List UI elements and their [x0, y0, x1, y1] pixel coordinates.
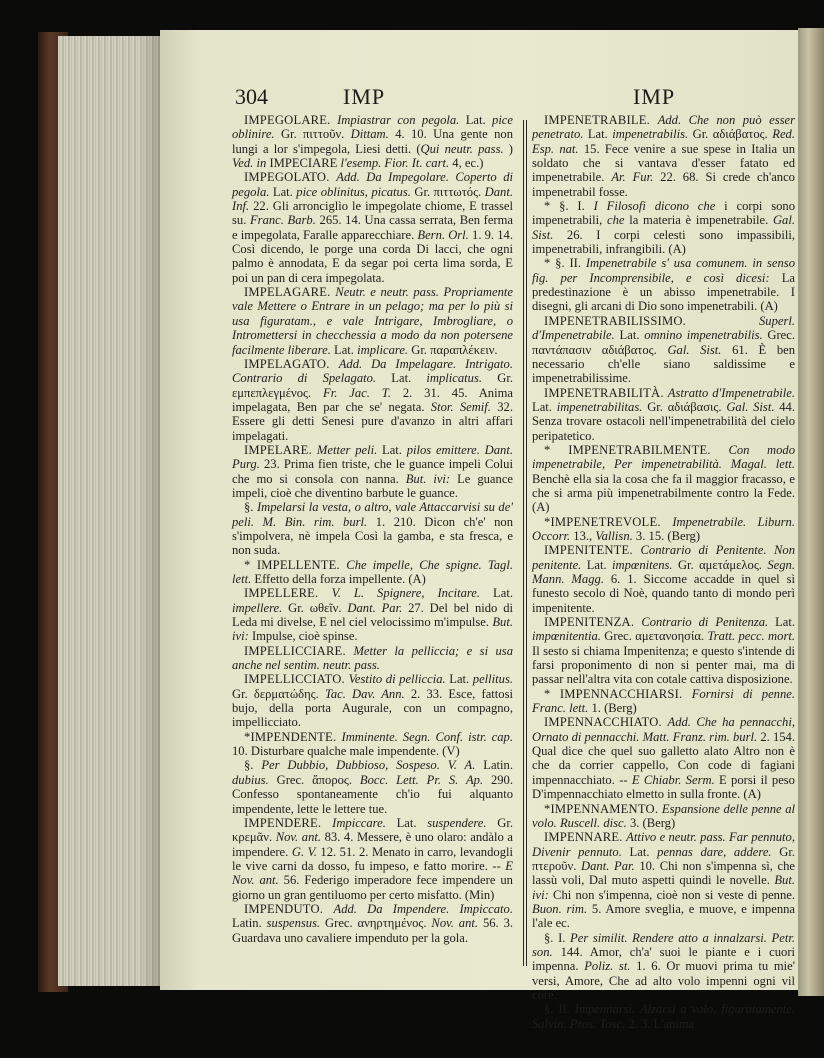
entry-text: Gr. δερματώδης.	[232, 686, 325, 701]
entry-text: 4. 10. Una gente non lungi a lor s'impegola, Liesi detti. (	[232, 127, 513, 156]
entry-text: 22. 68. Si crede ch'anco impenetrabil fosse.	[532, 170, 795, 199]
entry-text: Grec. παντάπασιν αδιάβατος.	[532, 328, 795, 357]
entry-headword: *IMPENETREVOLE.	[544, 514, 673, 529]
entry-text: * §. I.	[544, 199, 594, 214]
entry-italic-text: Con modo impenetrabile, Per impenetrabilità. Magal. lett.	[532, 442, 795, 472]
entry-italic-text: Add. Che ha pennacchi, Ornato di pennacchi. Matt. Franz. rim. burl.	[532, 715, 795, 744]
entry-italic-text: Red. Esp. nat.	[532, 127, 795, 156]
entry-text: Latin.	[232, 916, 267, 931]
entry-headword: * IMPENNACCHIARSI.	[544, 686, 692, 701]
dictionary-entry	[232, 170, 513, 285]
entry-italic-text: Bern. Orl.	[417, 227, 473, 242]
entry-text: Lat.	[629, 844, 658, 859]
entry-text: i corpi sono impenetrabili,	[532, 199, 795, 228]
entry-text: Effetto della forza impellente. (A)	[254, 572, 426, 586]
dictionary-entry	[532, 802, 795, 831]
entry-italic-text: G. V.	[291, 844, 321, 859]
entry-text: Lat.	[382, 442, 407, 457]
entry-italic-text: Impenetrabile. Liburn. Occorr.	[532, 514, 796, 543]
entry-text: * §. II.	[544, 256, 586, 271]
entry-italic-text: Imminente. Segn. Conf. istr. cap.	[341, 729, 513, 744]
dictionary-entry	[532, 443, 795, 515]
entry-text: Gr. ωθεῖν.	[288, 600, 348, 615]
entry-italic-text: Nov. ant.	[275, 830, 325, 845]
entry-italic-text: impellere.	[232, 600, 289, 615]
entry-italic-text: Che impelle, Che spigne. Tagl. lett.	[232, 557, 513, 586]
running-header-left: IMP	[343, 84, 386, 109]
dictionary-entry	[232, 586, 513, 643]
entry-italic-text: Fornirsi di penne. Franc. lett.	[532, 686, 795, 716]
entry-italic-text: Superl. d'Impenetrabile.	[532, 313, 795, 343]
entry-headword: IMPEGOLATO.	[244, 170, 337, 185]
entry-italic-text: Ar. Fur.	[611, 170, 661, 185]
entry-text: §. I.	[544, 930, 571, 945]
entry-headword: IMPENETRABILITÀ.	[544, 385, 668, 400]
dictionary-entry	[232, 357, 513, 443]
entry-text: Gr. πιττοῦν.	[280, 127, 351, 142]
dictionary-entry	[232, 500, 513, 557]
entry-text: Gr. πιττωτός.	[414, 184, 485, 199]
entry-headword: IMPENDERE.	[244, 815, 333, 830]
entry-text: la materia è impenetrabile.	[629, 213, 773, 228]
entry-italic-text: Buon. rim.	[532, 901, 592, 916]
entry-italic-text: Franc. Barb.	[249, 213, 320, 228]
entry-text: Lat.	[272, 184, 297, 199]
entry-text: )	[503, 141, 513, 156]
entry-text: 2. 3. L'anima	[628, 1016, 695, 1031]
entry-italic-text: Ved. in	[232, 156, 270, 171]
entry-headword: IMPELLICCIATO.	[244, 672, 349, 687]
entry-italic-text: Gal. Sist.	[667, 342, 733, 357]
entry-headword: IMPENETRABILISSIMO.	[544, 313, 759, 328]
entry-text: Gr. αδιάβατος.	[692, 127, 773, 142]
entry-italic-text: Add. Da Impelagare. Intrigato. Contrario di Spelagato.	[232, 356, 513, 386]
entry-italic-text: But. ivi:	[405, 471, 458, 486]
entry-text: 3. (Berg)	[629, 815, 676, 830]
entry-text: 32. Essere gli detti Senesi pure d'avanzo in altri affari impelagati.	[232, 399, 513, 443]
running-header-right: IMP	[633, 84, 676, 109]
entry-italic-text: Impenetrabile s' usa comunem. in senso fig. per Incomprensibile, e così dicesi:	[532, 256, 795, 285]
entry-text: 27. Del bel nido di Leda mi divelse, E nel ciel velocissimo m'impulse.	[232, 600, 513, 630]
entry-italic-text: Contrario di Penitente. Non penitente.	[532, 543, 796, 572]
entry-text: 1. 210. Dicon ch'e' non s'impolvera, nè impela Così la gamba, e sta fresca, e non suda.	[232, 514, 514, 558]
entry-italic-text: E Chiabr. Serm.	[631, 772, 720, 787]
dictionary-entry	[532, 256, 795, 313]
right-column	[532, 113, 795, 1031]
entry-text: 144. Amor, ch'a' suoi le piante e i cuori impenna.	[532, 944, 796, 974]
entry-headword: IMPELLICCIARE.	[244, 643, 354, 658]
entry-italic-text: suspensus.	[266, 916, 326, 931]
entry-italic-text: Stor. Semif.	[430, 399, 498, 414]
entry-italic-text: l'esemp. Fior. It. cart.	[340, 156, 453, 171]
entry-text: 10. Chi non s'impenna sì, che lassù voli, Dal muto aspetti quindi le novelle.	[532, 858, 795, 888]
dictionary-entry	[532, 1002, 795, 1031]
entry-italic-text: impenetrabilis.	[612, 127, 693, 142]
entry-italic-text: Dant. Inf.	[232, 184, 513, 214]
entry-italic-text: Per Dubbio, Dubbioso, Sospeso. V. A.	[261, 758, 484, 773]
entry-italic-text: Gal. Sist.	[532, 213, 795, 242]
page-number: 304	[235, 84, 268, 109]
entry-italic-text: Qui neutr. pass.	[420, 141, 504, 156]
entry-italic-text: omnino impenetrabilis.	[644, 328, 768, 343]
entry-text: 12. 51. 2. Menato in carro, levandogli le vive carni da dosso, fu impeso, e fatto morire. --	[232, 844, 513, 873]
entry-text: Grec. ανηρτημένος.	[325, 916, 432, 931]
entry-italic-text: Add. Da Impendere. Impiccato.	[333, 901, 513, 916]
entry-text: 26. I corpi celesti sono impassibili, impenetrabili, infrangibili. (A)	[532, 227, 795, 257]
entry-headword: IMPENNARE.	[544, 830, 627, 845]
entry-text: Gr. κρεμᾶν.	[232, 815, 513, 845]
entry-headword: IMPELAGARE.	[244, 285, 336, 300]
entry-text: Gr. πτεροῦν.	[532, 844, 795, 873]
entry-italic-text: Nov. ant.	[431, 916, 483, 931]
entry-text: La predestinazione è un abisso impenetrabile. I disegni, gli arcani di Dio sono impenetrabili. (A)	[532, 270, 795, 314]
entry-text: Lat.	[449, 672, 473, 687]
entry-italic-text: Metter peli.	[316, 442, 382, 457]
column-rule	[523, 120, 524, 966]
entry-headword: * IMPELLENTE.	[244, 557, 347, 572]
entry-text: Lat.	[619, 328, 645, 343]
entry-headword: *IMPENDENTE.	[244, 729, 342, 744]
entry-text: Gr. εμπεπλεγμένος.	[232, 371, 513, 400]
entry-headword: IMPENNACCHIATO.	[544, 715, 668, 730]
entry-text: 3. 15. (Berg)	[635, 528, 701, 543]
dictionary-entry	[532, 386, 795, 443]
dictionary-entry	[232, 443, 513, 500]
entry-italic-text: Dant. Par.	[581, 858, 640, 873]
dictionary-entry	[532, 543, 795, 615]
entry-text: Latin.	[483, 758, 513, 773]
entry-italic-text: impœnitens.	[612, 557, 678, 572]
entry-italic-text: pilos emittere. Dant. Purg.	[232, 442, 513, 472]
entry-text: 265. 14. Una cassa serrata, Ben ferma e impegolata, Faralle apparecchiare.	[232, 213, 513, 242]
entry-text: 83. 4. Messere, è uno olaro: andàlo a impendere.	[232, 830, 513, 859]
entry-italic-text: E Nov. ant.	[232, 858, 513, 888]
entry-italic-text: che	[607, 213, 630, 228]
entry-text: 23. Prima fien triste, che le guance impeli Colui che mo si consola con nanna.	[232, 457, 513, 486]
entry-italic-text: Vallisn.	[595, 528, 636, 543]
entry-text: 4, ec.)	[452, 156, 484, 171]
entry-text: Lat.	[334, 342, 358, 357]
entry-text: §.	[244, 500, 257, 515]
entry-text: Grec. αμετανοησία.	[604, 629, 708, 644]
entry-italic-text: Per similit. Rendere atto a innalzarsi. Petr. son.	[532, 930, 795, 959]
entry-italic-text: implicatus.	[426, 371, 498, 386]
dictionary-entry	[532, 314, 795, 386]
column-rule	[526, 120, 527, 966]
entry-text: 22. Gli arronciglìo le impegolate chiome, E trassel su.	[232, 199, 513, 228]
dictionary-entry	[532, 715, 795, 801]
dictionary-entry	[232, 730, 513, 759]
entry-italic-text: pice oblinire.	[232, 113, 513, 142]
entry-text: Lat.	[396, 815, 428, 830]
entry-text: 6. 1. Siccome accadde in quel sì funesto secolo di Noè, quando tanto di mondo perì impenitente.	[532, 572, 795, 615]
dictionary-entry	[532, 199, 795, 256]
entry-italic-text: Metter la pelliccia; e si usa anche nel sentim. neutr. pass.	[232, 643, 513, 673]
entry-italic-text: But. ivi:	[532, 873, 795, 902]
dictionary-entry	[232, 285, 513, 357]
entry-headword: IMPELARE.	[244, 442, 317, 457]
entry-headword: IMPENITENZA.	[544, 615, 642, 630]
entry-italic-text: Add. Che non può esser penetrato.	[532, 113, 796, 142]
entry-italic-text: Add. Da Impegolare. Coperto di pegola.	[232, 170, 513, 199]
entry-headword: IMPENETRABILE.	[544, 113, 658, 127]
entry-text: Lat.	[465, 113, 493, 127]
entry-italic-text: Bocc. Lett. Pr. S. Ap.	[359, 772, 491, 787]
entry-text: 2. 33. Esce, fattosi bujo, della porta Augurale, con un compagno, impellicciato.	[232, 686, 513, 730]
entry-text: 290. Confesso spontaneamente ch'io fui alquanto impendente, lette le lettere tue.	[232, 772, 513, 816]
entry-text: Lat.	[587, 127, 613, 142]
entry-text: Il sesto si chiama Impenitenza; e questo s'intende di farsi proponimento di non si penter mai, ma di passar nell'altra vita con cotale cattiva disposizione.	[532, 643, 795, 687]
entry-italic-text: Impiastrar con pegola.	[337, 113, 466, 127]
entry-text: Gr. αδιάβασις.	[647, 399, 727, 414]
entry-text: Gr. αμετάμελος.	[677, 557, 768, 572]
entry-italic-text: Espansione delle penne al volo. Ruscell. disc.	[532, 801, 795, 830]
entry-italic-text: But. ivi:	[232, 615, 513, 644]
entry-italic-text: impœnitentia.	[532, 629, 605, 644]
dictionary-entry	[232, 672, 513, 729]
entry-text: 44. Senza trovare ostacoli nell'impenetrabilità del cielo peripatetico.	[532, 399, 795, 443]
dictionary-entry	[532, 615, 795, 687]
entry-italic-text: Poliz. st.	[584, 959, 637, 974]
entry-italic-text: Attivo e neutr. pass. Far pennuto, Divenir pennuto.	[532, 830, 795, 859]
entry-text: Lat.	[586, 557, 613, 572]
entry-text: E porsi il peso D'impennacchiato elmetto in sulla fronte. (A)	[532, 772, 795, 802]
entry-italic-text: Dant. Par.	[347, 600, 409, 615]
entry-headword: * IMPENETRABILMENTE.	[544, 442, 729, 457]
entry-text: 10. Disturbare qualche male impendente. (V)	[232, 744, 460, 759]
dictionary-entry	[232, 758, 513, 815]
entry-text: 1. 9. 14. Così dicendo, le porge una corda Di lacci, che ogni palmo è annodata, E da segar poi certa lima sorda, E poi un pan di cera impegolata.	[232, 227, 513, 285]
entry-text: 2. 31. 45. Anima impelagata, Ben par che se' negata.	[232, 385, 513, 414]
entry-italic-text: dubius.	[232, 772, 277, 787]
entry-italic-text: Fr. Jac. T.	[323, 385, 403, 400]
entry-italic-text: V. L. Spignere, Incitare.	[331, 586, 494, 601]
entry-italic-text: Gal. Sist.	[726, 399, 780, 414]
entry-text: Lat.	[775, 615, 795, 630]
entry-italic-text: I Filosofi dicono che	[593, 199, 725, 214]
entry-text: 13.,	[573, 528, 596, 543]
entry-text: Lat.	[532, 399, 557, 414]
entry-italic-text: Neutr. e neutr. pass. Propriamente vale Mettere o Entrare in un pelago; ma per lo più si usa figuratam., e vale Intrigare, Imbrogliare, o Intromettersi in checchessia a modo da non potersene facilmente liberare.	[232, 285, 513, 357]
dictionary-entry	[232, 558, 513, 587]
entry-text: 56. 3. Guardava uno cavaliere impenduto per la gola.	[232, 916, 514, 945]
dictionary-entry	[232, 113, 513, 170]
entry-italic-text: suspendere.	[427, 815, 498, 830]
dictionary-entry	[232, 644, 513, 673]
entry-italic-text: Impelarsi la vesta, o altro, vale Attaccarvisi su de' peli. M. Bin. rim. burl.	[232, 500, 514, 529]
entry-text: Le guance impeli, cioè che diventino barbute le guance.	[232, 471, 513, 500]
entry-text: Lat.	[493, 586, 513, 601]
dictionary-entry	[532, 515, 795, 544]
left-column	[232, 113, 513, 945]
entry-text: Benchè ella sia la cosa che fa il maggior fracasso, e che si arma più impenetrabilmente contro la Fede. (A)	[532, 471, 795, 515]
entry-italic-text: Impennarsi. Alzarsi a volo, figuratamente. Salvin. Pros. Tosc.	[532, 1002, 795, 1031]
entry-text: Gr. παραπλέκειν.	[411, 342, 498, 357]
entry-text: 2. 154. Qual dice che quel suo galletto alato Altro non è che da corrier cappello, Con code di fagiani impennacchiato. --	[532, 729, 795, 787]
entry-italic-text: Dittam.	[350, 127, 396, 142]
entry-italic-text: Vestito di pelliccia.	[348, 672, 450, 687]
entry-text: §. II.	[544, 1002, 575, 1017]
entry-text: Chi non s'impenna, cioè non si veste di penne.	[553, 887, 795, 902]
dictionary-entry	[532, 113, 795, 199]
entry-text: 1. 6. Or muovi prima tu mie' versi, Amore, Che ad alto volo impenni ogni vil core.	[532, 959, 795, 1002]
entry-text: §.	[244, 758, 262, 773]
dictionary-entry	[532, 687, 795, 716]
entry-italic-text: Tratt. pecc. mort.	[707, 629, 795, 644]
entry-text: Grec. ἄπορος.	[276, 772, 360, 787]
dictionary-entry	[532, 830, 795, 930]
entry-italic-text: Astratto d'Impenetrabile.	[667, 385, 796, 400]
entry-italic-text: pice oblinitus, picatus.	[296, 184, 415, 199]
entry-headword: IMPENDUTO.	[244, 901, 334, 916]
entry-headword: IMPENITENTE.	[544, 543, 641, 558]
entry-text: 61. È ben necessario ch'elle siano saldissime e impenetrabilissime.	[532, 342, 796, 386]
entry-headword: IMPELLERE.	[244, 586, 332, 601]
entry-text: Lat.	[391, 371, 427, 386]
entry-italic-text: impenetrabilitas.	[556, 399, 648, 414]
facing-page-edge	[798, 28, 824, 996]
entry-headword: IMPEGOLARE.	[244, 113, 338, 127]
entry-italic-text: pennas dare, addere.	[657, 844, 780, 859]
entry-italic-text: Tac. Dav. Ann.	[324, 686, 411, 701]
entry-headword: *IMPENNAMENTO.	[544, 801, 662, 816]
entry-text: Impulse, cioè spinse.	[251, 629, 358, 644]
entry-text: 56. Federigo imperadore fece impendere un giorno un gran gentiluomo per certo misfatto. (Min)	[232, 873, 513, 902]
entry-italic-text: pellitus.	[472, 672, 513, 687]
entry-text: 1. (Berg)	[591, 701, 637, 716]
entry-italic-text: implicare.	[357, 342, 412, 357]
dictionary-entry	[532, 931, 795, 1003]
entry-italic-text: Contrario di Penitenza.	[641, 615, 776, 630]
entry-text: 15. Fece venire a sue spese in Italia un soldato che si vantava d'esser fatato ed impenetrabile.	[532, 141, 795, 185]
entry-text: 5. Amore sveglia, e muove, e impenna l'ale ec.	[532, 901, 795, 931]
entry-text: IMPECIARE	[269, 156, 341, 171]
entry-italic-text: Impiccare.	[332, 815, 397, 830]
entry-italic-text: Segn. Mann. Magg.	[532, 557, 795, 586]
dictionary-entry	[232, 816, 513, 902]
entry-headword: IMPELAGATO.	[244, 356, 339, 371]
dictionary-entry	[232, 902, 513, 945]
